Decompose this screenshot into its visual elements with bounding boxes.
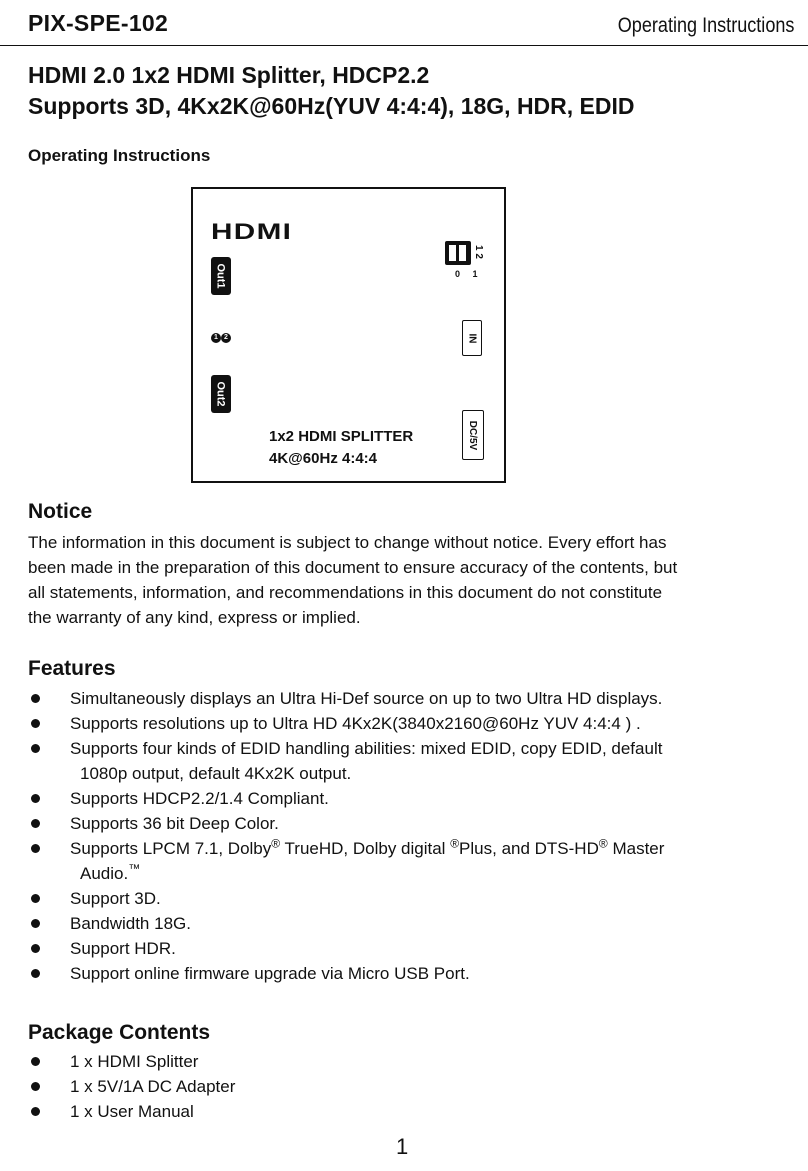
features-heading: Features: [28, 657, 116, 680]
bullet-icon: [31, 894, 40, 903]
product-image: [191, 187, 506, 483]
list-item: 1 x 5V/1A DC Adapter: [28, 1074, 235, 1099]
list-item: Supports four kinds of EDID handling abilities: mixed EDID, copy EDID, default: [28, 736, 664, 761]
notice-line: the warranty of any kind, express or implied.: [28, 608, 361, 627]
page-number: 1: [396, 1134, 409, 1159]
notice-paragraph: [28, 530, 768, 630]
list-item: Bandwidth 18G.: [28, 911, 664, 936]
bullet-icon: [31, 794, 40, 803]
list-item-continuation: Audio.™: [80, 861, 141, 883]
list-item: Supports 36 bit Deep Color.: [28, 811, 664, 836]
subtitle: Operating Instructions: [28, 146, 211, 165]
notice-heading: Notice: [28, 500, 93, 523]
port-dc-label: DC/5V: [467, 420, 479, 450]
package-heading: Package Contents: [28, 1021, 211, 1044]
package-list: [28, 1049, 235, 1124]
list-item: 1 x HDMI Splitter: [28, 1049, 235, 1074]
notice-line: The information in this document is subject to change without notice. Every effort has: [28, 533, 667, 552]
bullet-icon: [31, 1057, 40, 1066]
led-2: 2: [221, 333, 231, 343]
splitter-label-1: 1x2 HDMI SPLITTER: [269, 428, 414, 445]
list-item-continuation: 1080p output, default 4Kx2K output.: [80, 764, 352, 783]
port-dc: [462, 410, 484, 460]
list-item: Support HDR.: [28, 936, 664, 961]
port-in-label: IN: [466, 333, 478, 343]
splitter-label-2: 4K@60Hz 4:4:4: [269, 450, 378, 467]
hdmi-logo: HDMI: [211, 219, 293, 244]
out1-label: [211, 257, 231, 295]
bullet-icon: [31, 919, 40, 928]
trademark-mark: ™: [128, 861, 141, 876]
bullet-icon: [31, 944, 40, 953]
title-line-2: Supports 3D, 4Kx2K@60Hz(YUV 4:4:4), 18G, HDR, EDID: [28, 93, 635, 119]
led-indicators: [211, 326, 233, 342]
bullet-icon: [31, 844, 40, 853]
dip-numbers: 1 2: [473, 245, 484, 259]
list-item: Supports resolutions up to Ultra HD 4Kx2K(3840x2160@60Hz YUV 4:4:4 ) .: [28, 711, 664, 736]
header-model: PIX-SPE-102: [28, 10, 169, 36]
bullet-icon: [31, 719, 40, 728]
dip-positions: 0 1: [455, 269, 483, 279]
notice-line: all statements, information, and recommendations in this document do not constitute: [28, 583, 663, 602]
list-item: 1 x User Manual: [28, 1099, 235, 1124]
port-in: [462, 320, 482, 356]
header-doc-type: Operating Instructions: [617, 14, 794, 37]
header-rule: [0, 45, 808, 46]
dip-switch: [445, 241, 471, 265]
list-item: Simultaneously displays an Ultra Hi-Def source on up to two Ultra HD displays.: [28, 686, 664, 711]
bullet-icon: [31, 744, 40, 753]
registered-mark: ®: [598, 836, 608, 851]
list-item: Support online firmware upgrade via Micro USB Port.: [28, 961, 664, 986]
bullet-icon: [31, 694, 40, 703]
led-1: 1: [211, 333, 221, 343]
bullet-icon: [31, 1107, 40, 1116]
list-item: Supports HDCP2.2/1.4 Compliant.: [28, 786, 664, 811]
list-item: Support 3D.: [28, 886, 664, 911]
bullet-icon: [31, 969, 40, 978]
features-list: [28, 686, 664, 986]
bullet-icon: [31, 1082, 40, 1091]
notice-line: been made in the preparation of this document to ensure accuracy of the contents, but: [28, 558, 678, 577]
bullet-icon: [31, 819, 40, 828]
registered-mark: ®: [450, 836, 460, 851]
title-line-1: HDMI 2.0 1x2 HDMI Splitter, HDCP2.2: [28, 62, 430, 88]
list-item: Supports LPCM 7.1, Dolby® TrueHD, Dolby digital ®Plus, and DTS-HD® Master: [28, 836, 664, 861]
registered-mark: ®: [271, 836, 281, 851]
out2-label: [211, 375, 231, 413]
out1-text: Out1: [215, 263, 227, 289]
out2-text: Out2: [215, 381, 227, 407]
